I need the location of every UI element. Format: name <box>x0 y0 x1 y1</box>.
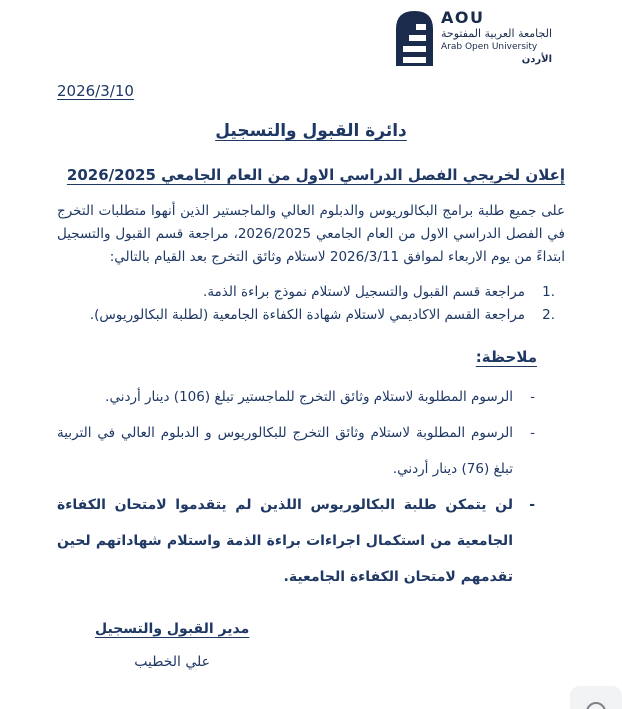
circle-icon <box>586 702 606 709</box>
intro-paragraph: على جميع طلبة برامج البكالوريوس والدبلوم العالي والماجستير الذين أنهوا متطلبات التخرج في الفصل الدراسي الاول من العام الجامعي 2026/2025، مراجعة قسم القبول والتسجيل ابتداءً من يوم الاربعاء لموافق 2026/3/11 لاستلام وثائق التخرج بعد القيام بالتالي: <box>57 203 566 265</box>
note-text: لن يتمكن طلبة البكالوريوس اللذين لم يتقدموا لامتحان الكفاءة الجامعية من استكمال اجراءات براءة الذمة واستلام شهاداتهم لحين تقدمهم لامتحان الكفاءة الجامعية. <box>57 497 513 585</box>
aou-logo-text <box>441 9 552 67</box>
dash-bullet: - <box>530 389 535 405</box>
logo-university-name-arabic: الجامعة العربية المفتوحة <box>441 27 553 40</box>
document-content <box>0 70 622 670</box>
note-text: الرسوم المطلوبة لاستلام وثائق التخرج للبكالوريوس و الدبلوم العالي في التربية تبلغ (76) دينار أردني. <box>57 425 513 477</box>
signature-name: علي الخطيب <box>134 654 211 670</box>
dash-bullet: - <box>529 497 535 513</box>
logo-acronym: AOU <box>441 8 485 27</box>
signature-title: مدير القبول والتسجيل <box>95 621 250 637</box>
aou-logo <box>396 9 552 67</box>
notes-list <box>57 379 565 595</box>
note-text: الرسوم المطلوبة لاستلام وثائق التخرج للماجستير تبلغ (106) دينار أردني. <box>105 389 513 405</box>
signature-block <box>95 621 249 670</box>
step-text: مراجعة قسم القبول والتسجيل لاستلام نموذج براءة الذمة. <box>203 284 525 300</box>
note-heading: ملاحظة: <box>475 348 537 366</box>
step-number: 1. <box>542 284 555 300</box>
note-item-competency-exam-warning <box>57 487 535 595</box>
logo-branch-jordan: الأردن <box>521 54 553 65</box>
announcement-title: إعلان لخريجي الفصل الدراسي الاول من العام الجامعي 2026/2025 <box>66 166 565 184</box>
aou-arch-icon <box>396 11 433 66</box>
step-item-2 <box>57 304 555 327</box>
step-number: 2. <box>542 307 555 323</box>
steps-list <box>57 281 565 327</box>
dash-bullet: - <box>530 425 535 441</box>
step-item-1 <box>57 281 555 304</box>
step-text: مراجعة القسم الاكاديمي لاستلام شهادة الكفاءة الجامعية (لطلبة البكالوريوس). <box>89 307 525 323</box>
note-item-masters-fee <box>57 379 535 415</box>
document-date: 2026/3/10 <box>57 82 134 100</box>
note-item-bachelors-fee <box>57 415 535 487</box>
department-title: دائرة القبول والتسجيل <box>215 121 407 141</box>
logo-university-name-english: Arab Open University <box>441 42 538 52</box>
floating-widget-button[interactable] <box>570 686 622 709</box>
